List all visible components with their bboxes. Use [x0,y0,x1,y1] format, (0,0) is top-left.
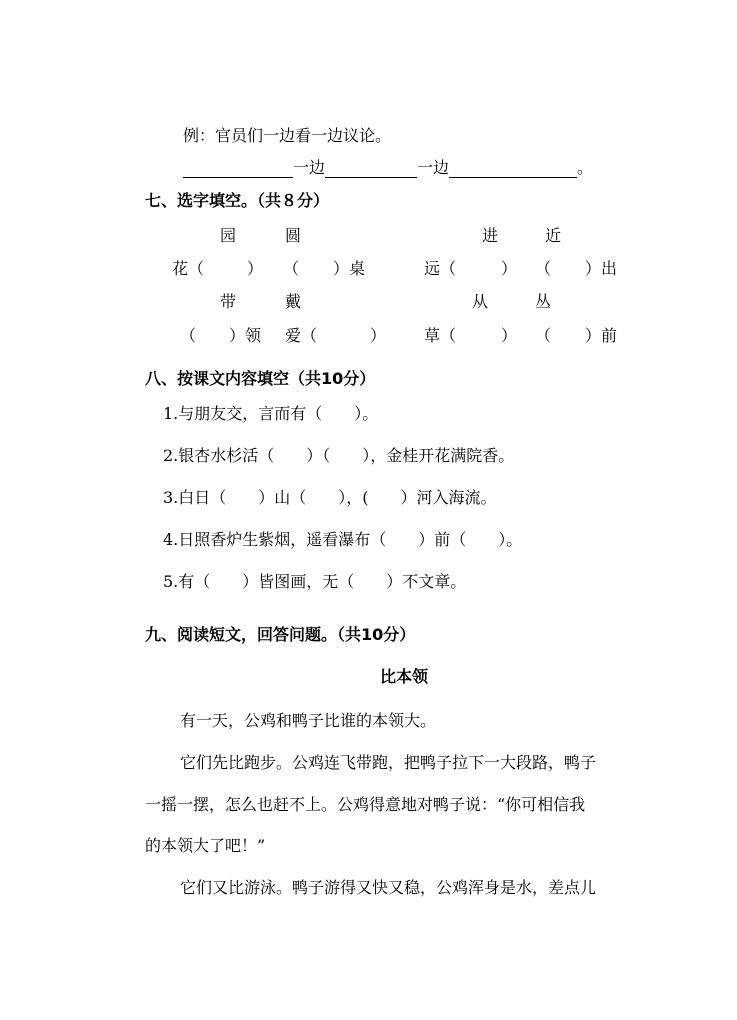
blank-phrase: ）领 [229,326,262,345]
fill-item: 5.有（ ）皆图画，无（ ）不文章。 [163,572,467,591]
passage-line: 有一天，公鸡和鸭子比谁的本领大。 [180,711,437,730]
blank-phrase: （ [180,326,197,345]
char-option: 丛 [535,292,552,311]
char-option: 圆 [285,226,302,245]
blank-phrase: （ [535,259,552,278]
fill-item: 4.日照香炉生紫烟，遥看瀑布（ ）前（ ）。 [163,530,523,549]
fill-blank-2[interactable] [325,161,417,178]
blank-phrase: 远（ [424,259,457,278]
fill-item: 3.白日（ ）山（ ），( ）河入海流。 [163,488,497,507]
blank-phrase: ）前 [585,326,618,345]
example-fill-line [183,158,593,178]
fill-blank-3[interactable] [449,161,577,178]
fill-word-1: 一边 [293,158,326,177]
fill-word-2: 一边 [417,158,450,177]
section-7-title: 七、选字填空。（共８分） [145,191,330,210]
char-option: 近 [545,226,562,245]
char-option: 进 [482,226,499,245]
fill-end: 。 [577,158,594,177]
blank-phrase: ） [501,259,518,278]
section-8-title: 八、按课文内容填空（共10分） [145,369,376,388]
blank-phrase: 花（ [172,259,205,278]
blank-phrase: （ [535,326,552,345]
blank-phrase: （ [283,259,300,278]
char-option: 带 [220,292,237,311]
blank-phrase: 爱（ [285,326,318,345]
blank-phrase: ） [370,326,387,345]
fill-item: 2.银杏水杉活（ ）（ ），金桂开花满院香。 [163,446,515,465]
blank-phrase: ）出 [585,259,618,278]
passage-line: 的本领大了吧！” [145,836,266,855]
char-option: 园 [220,226,237,245]
passage-line: 它们先比跑步。公鸡连飞带跑，把鸭子拉下一大段路，鸭子 [180,753,597,772]
passage-line: 它们又比游泳。鸭子游得又快又稳，公鸡浑身是水，差点儿 [180,878,597,897]
char-option: 戴 [285,292,302,311]
blank-phrase: ） [247,259,264,278]
passage-line: 一摇一摆，怎么也赶不上。公鸡得意地对鸭子说：“你可相信我 [145,795,586,814]
blank-phrase: ） [501,326,518,345]
section-9-title: 九、阅读短文，回答问题。（共10分） [145,625,416,644]
char-option: 从 [472,292,489,311]
blank-phrase: 草（ [424,326,457,345]
blank-phrase: ）桌 [333,259,366,278]
example-sentence: 例：官员们一边看一边议论。 [183,126,392,145]
fill-blank-1[interactable] [183,161,293,178]
passage-title: 比本领 [380,667,429,686]
fill-item: 1.与朋友交，言而有（ ）。 [163,404,379,423]
